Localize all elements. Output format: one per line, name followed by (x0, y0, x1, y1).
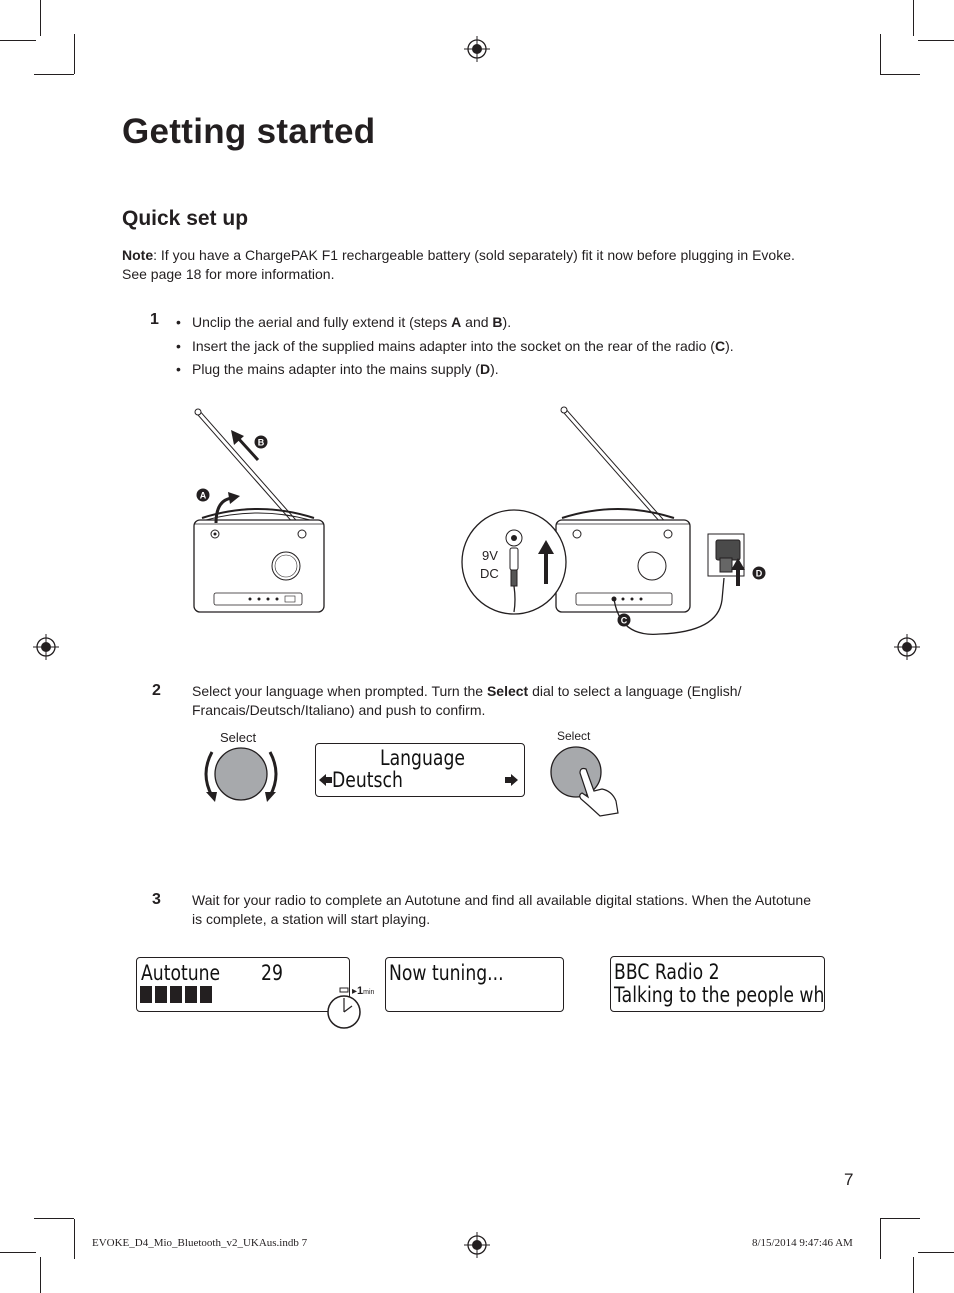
station-display (610, 956, 825, 1012)
step-number: 1 (150, 311, 159, 328)
section-heading: Quick set up (122, 207, 249, 230)
select-dial-turn-icon (198, 742, 284, 806)
svg-text:B: B (257, 437, 265, 448)
crop-mark (918, 40, 954, 41)
crop-mark (880, 74, 920, 75)
step-number: 3 (152, 891, 161, 908)
callout-c (617, 613, 631, 627)
svg-text:A: A (199, 490, 207, 501)
crop-mark (40, 0, 41, 36)
registration-mark-icon (33, 634, 59, 660)
callout-a (196, 488, 210, 502)
timer-readout: ▸1min (352, 985, 375, 997)
svg-text:C: C (620, 615, 628, 626)
page-title: Getting started (122, 112, 376, 151)
crop-mark (34, 1218, 74, 1219)
autotune-label: Autotune (141, 961, 221, 985)
station-scroll-text: Talking to the people wh (614, 983, 825, 1007)
autotune-display (136, 957, 350, 1012)
callout-b (254, 435, 268, 449)
registration-mark-icon (464, 1232, 490, 1258)
footer-timestamp: 8/15/2014 9:47:46 AM (752, 1237, 853, 1249)
registration-mark-icon (464, 36, 490, 62)
svg-text:D: D (755, 568, 763, 579)
crop-mark (0, 1252, 36, 1253)
step1-bullet-list (176, 311, 816, 382)
note-paragraph (122, 246, 812, 284)
radio-aerial-illustration (180, 400, 340, 625)
crop-mark (913, 1257, 914, 1293)
crop-mark (913, 0, 914, 36)
registration-mark-icon (894, 634, 920, 660)
autotune-count: 29 (261, 961, 283, 985)
now-tuning-display (385, 957, 564, 1012)
crop-mark (880, 1219, 881, 1259)
crop-mark (918, 1252, 954, 1253)
footer-filename: EVOKE_D4_Mio_Bluetooth_v2_UKAus.indb 7 (92, 1237, 308, 1249)
crop-mark (34, 74, 74, 75)
language-display (315, 743, 525, 797)
socket-label-9v: 9V (482, 548, 498, 563)
list-item: • Insert the jack of the supplied mains adapter into the socket on the rear of the radio (C). (176, 335, 816, 359)
step2-text: Select your language when prompted. Turn the Select dial to select a language (English/ Francais/Deutsch/Italiano) and push to confirm. (192, 683, 742, 718)
note-label: Note (122, 247, 154, 263)
crop-mark (880, 34, 881, 74)
autotune-progress-bar (140, 986, 220, 1004)
crop-mark (880, 1218, 920, 1219)
crop-mark (74, 1219, 75, 1259)
note-text: : If you have a ChargePAK F1 rechargeable battery (sold separately) fit it now before plugging in Evoke. See page 18 for more information. (122, 247, 795, 282)
step3-text: Wait for your radio to complete an Autotune and find all available digital stations. When the Autotune is complete, a station will start playing. (192, 892, 811, 927)
list-item: • Plug the mains adapter into the mains supply (D). (176, 358, 816, 382)
callout-d (752, 566, 766, 580)
list-item: • Unclip the aerial and fully extend it (steps A and B). (176, 311, 816, 335)
select-button-label: Select (557, 729, 591, 743)
now-tuning-text: Now tuning... (389, 961, 504, 985)
page-number: 7 (844, 1170, 854, 1189)
crop-mark (74, 34, 75, 74)
station-name: BBC Radio 2 (614, 960, 720, 984)
socket-label-dc: DC (480, 566, 499, 581)
select-press-icon (548, 743, 624, 819)
crop-mark (40, 1257, 41, 1293)
display-line-1: Language (380, 746, 465, 770)
step-number: 2 (152, 682, 161, 699)
arrow-left-icon (319, 774, 333, 786)
display-line-2: Deutsch (332, 768, 403, 792)
crop-mark (0, 40, 36, 41)
radio-power-illustration (460, 400, 780, 645)
select-dial-label: Select (220, 730, 257, 745)
arrow-right-icon (505, 774, 519, 786)
